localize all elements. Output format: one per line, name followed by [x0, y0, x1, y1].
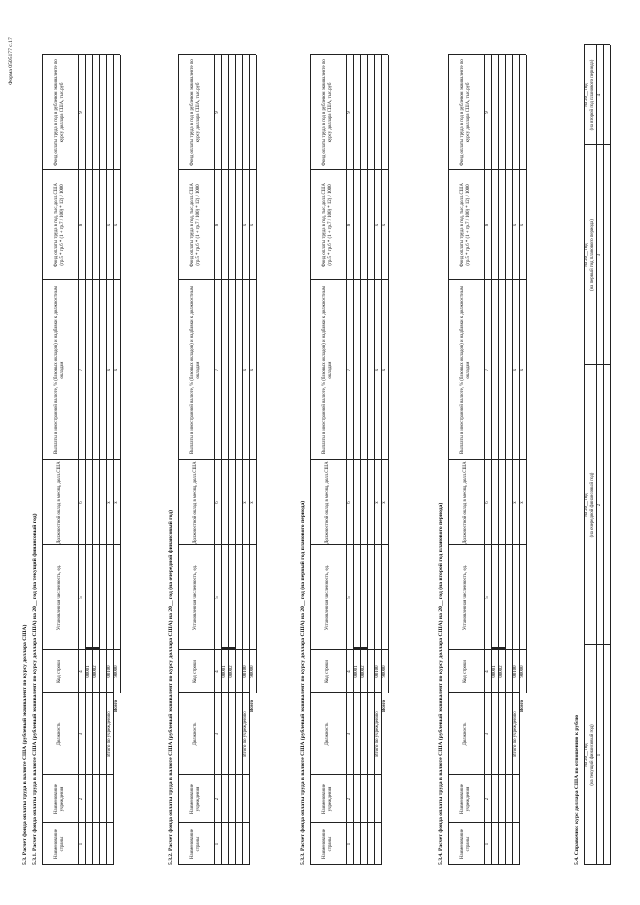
header-cell	[42, 55, 78, 170]
table-rule	[249, 55, 250, 693]
header-text: Наименование учреждения	[460, 784, 471, 814]
table-rule	[178, 692, 249, 693]
header-text: Должностной оклад в месяц, долл.США	[57, 461, 63, 544]
table-rule	[92, 55, 93, 865]
table-rule	[484, 55, 485, 865]
header-text: Наименование учреждения	[54, 784, 65, 814]
column-number: 4	[484, 670, 490, 673]
x-mark: x	[374, 223, 380, 227]
section-title: 5.3.4. Расчет фонда оплаты труда в валюте США (рублевый эквивалент по курсу доллара США) на 20__ год (на второй год планового периода)	[438, 502, 444, 865]
row-code: 00001	[353, 665, 359, 678]
table-rule	[310, 169, 388, 170]
column-number: 1	[78, 842, 84, 846]
column-number: 2	[484, 797, 490, 801]
table-rule	[388, 55, 389, 693]
column-number: 9	[484, 111, 490, 114]
column-number: 6	[484, 501, 490, 504]
header-cell	[310, 650, 346, 693]
total-code: 90000	[381, 665, 387, 678]
table-rule	[178, 54, 256, 55]
table-rule	[178, 55, 179, 865]
header-text: Наименование страны	[460, 829, 471, 859]
section-title: 5.3.2. Расчет фонда оплаты труда в валюте США (рублевый эквивалент по курсу доллара США) на 20__ год (на очередной финансовый год)	[168, 510, 174, 865]
column-number: 3	[214, 732, 220, 736]
table-rule	[310, 822, 381, 823]
table-rule	[256, 55, 257, 693]
table-rule	[310, 649, 388, 650]
subtotal-label: Итого по учреждению	[106, 711, 112, 757]
header-text: Установленная численность, ед.	[325, 564, 331, 631]
x-mark: x	[249, 223, 255, 227]
table-rule	[448, 54, 526, 55]
table-rule	[228, 55, 229, 865]
x-mark: x	[374, 368, 380, 372]
rate-title: 5.4. Справочно: курс доллара США по отношению к рублю	[574, 714, 580, 865]
table-rule	[603, 45, 604, 865]
column-number: 7	[78, 368, 84, 372]
header-cell	[42, 280, 78, 460]
x-mark: x	[512, 368, 518, 372]
header-cell	[310, 170, 346, 280]
column-number: 6	[346, 501, 352, 504]
table-rule	[85, 55, 86, 865]
header-text: Наименование страны	[54, 829, 65, 859]
table-rule	[448, 864, 519, 865]
table-rule	[42, 692, 113, 693]
table-rule	[448, 279, 526, 280]
rate-header	[584, 645, 596, 865]
x-mark: x	[374, 501, 380, 504]
header-cell	[310, 775, 346, 823]
rate-col-number: 2	[596, 503, 602, 507]
header-text: Должность	[57, 722, 63, 746]
header-cell	[42, 775, 78, 823]
column-number: 4	[346, 670, 352, 673]
header-cell	[178, 823, 214, 865]
table-rule	[519, 55, 520, 693]
table-rule	[42, 544, 120, 545]
header-text: Наименование страны	[190, 829, 201, 859]
header-text: Должность	[193, 722, 199, 746]
table-rule	[242, 55, 243, 865]
header-cell	[448, 280, 484, 460]
header-text: Выплаты в иностранной валюте, % (базовых окладов) и надбавки к должностным окладам	[322, 286, 333, 454]
column-number: 6	[78, 501, 84, 504]
header-cell	[310, 280, 346, 460]
column-number: 1	[484, 842, 490, 846]
total-code: 90000	[519, 665, 525, 678]
table-rule	[42, 279, 120, 280]
table-rule	[221, 55, 222, 865]
x-mark: x	[249, 368, 255, 372]
x-mark: x	[519, 368, 525, 372]
table-rule	[310, 864, 381, 865]
table-rule	[448, 692, 519, 693]
table-rule	[42, 774, 113, 775]
table-rule	[178, 169, 256, 170]
table-rule	[491, 55, 492, 865]
rate-header	[584, 145, 596, 365]
x-mark: x	[512, 501, 518, 504]
header-cell	[448, 823, 484, 865]
shaded-cell	[221, 647, 235, 649]
x-mark: x	[106, 501, 112, 504]
table-rule	[346, 55, 347, 865]
form-code: Форма 0505177 с.17	[8, 37, 14, 85]
header-cell	[42, 693, 78, 775]
row-code: 00001	[221, 665, 227, 678]
header-cell	[310, 545, 346, 650]
column-number: 2	[346, 797, 352, 801]
rate-header	[584, 45, 596, 145]
header-cell	[448, 170, 484, 280]
header-cell	[178, 775, 214, 823]
header-cell	[448, 55, 484, 170]
table-rule	[367, 55, 368, 865]
table-rule	[310, 279, 388, 280]
header-cell	[310, 55, 346, 170]
header-text: Установленная численность, ед.	[463, 564, 469, 631]
x-mark: x	[242, 223, 248, 227]
header-cell	[42, 460, 78, 545]
table-rule	[584, 864, 610, 865]
header-text: Должностной оклад в месяц, долл.США	[193, 461, 199, 544]
header-text: (гр.5 * гр.6 * (1 + гр.7 / 100) * 12) / 1000	[466, 184, 471, 266]
table-rule	[113, 55, 114, 693]
column-number: 8	[346, 223, 352, 227]
row-code: 00002	[228, 665, 234, 678]
column-number: 8	[484, 223, 490, 227]
table-rule	[448, 169, 526, 170]
header-cell	[448, 545, 484, 650]
header-text: Код строки	[193, 660, 199, 683]
header-text: Фонд оплаты труда в год в рублевом эквиваленте по курсу доллара США, тыс.руб	[54, 59, 65, 166]
table-rule	[584, 364, 610, 365]
table-rule	[310, 692, 381, 693]
table-rule	[448, 459, 526, 460]
total-label: Всего	[519, 700, 525, 712]
table-rule	[526, 55, 527, 693]
table-rule	[448, 774, 519, 775]
table-rule	[381, 55, 382, 693]
table-rule	[235, 55, 236, 865]
header-text: Должностной оклад в месяц, долл.США	[463, 461, 469, 544]
table-rule	[353, 55, 354, 865]
header-text: Наименование страны	[322, 829, 333, 859]
x-mark: x	[113, 223, 119, 227]
x-mark: x	[113, 368, 119, 372]
header-cell	[310, 823, 346, 865]
table-rule	[120, 55, 121, 693]
header-text: Код строки	[463, 660, 469, 683]
x-mark: x	[512, 223, 518, 227]
table-rule	[178, 544, 256, 545]
table-rule	[310, 544, 388, 545]
table-rule	[42, 459, 120, 460]
rate-year: на 20__ год	[584, 493, 590, 517]
header-cell	[42, 545, 78, 650]
subtotal-label: Итого по учреждению	[374, 711, 380, 757]
header-text: Установленная численность, ед.	[193, 564, 199, 631]
subtotal-code: 00100	[242, 665, 248, 678]
table-rule	[178, 822, 249, 823]
x-mark: x	[519, 223, 525, 227]
rate-col-number: 4	[596, 93, 602, 97]
header-cell	[448, 650, 484, 693]
table-rule	[512, 55, 513, 865]
column-number: 8	[78, 223, 84, 227]
header-text: Наименование учреждения	[190, 784, 201, 814]
x-mark: x	[381, 223, 387, 227]
column-number: 7	[346, 368, 352, 372]
table-rule	[360, 55, 361, 865]
header-text: Фонд оплаты труда в год, тыс.долл.США	[190, 183, 196, 267]
column-number: 4	[214, 670, 220, 673]
header-text: (гр.5 * гр.6 * (1 + гр.7 / 100) * 12) / 1000	[196, 184, 201, 266]
header-cell	[42, 823, 78, 865]
table-rule	[374, 55, 375, 865]
column-number: 9	[214, 111, 220, 114]
header-text: Должность	[463, 722, 469, 746]
table-rule	[584, 45, 585, 865]
x-mark: x	[106, 368, 112, 372]
header-text: Выплаты в иностранной валюте, % (базовых окладов) и надбавки к должностным окладам	[460, 286, 471, 454]
row-code: 00002	[92, 665, 98, 678]
table-rule	[448, 822, 519, 823]
header-text: (гр.5 * гр.6 * (1 + гр.7 / 100) * 12) / 1000	[60, 184, 65, 266]
column-number: 3	[346, 732, 352, 736]
table-rule	[99, 55, 100, 865]
table-rule	[249, 693, 250, 865]
x-mark: x	[242, 368, 248, 372]
rate-year: на 20__ год	[584, 243, 590, 267]
header-cell	[178, 545, 214, 650]
header-text: Фонд оплаты труда в год в рублевом эквиваленте по курсу доллара США, тыс.руб	[322, 59, 333, 166]
table-rule	[448, 55, 449, 865]
column-number: 9	[346, 111, 352, 114]
total-code: 90000	[113, 665, 119, 678]
header-text: Выплаты в иностранной валюте, % (базовых окладов) и надбавки к должностным окладам	[54, 286, 65, 454]
x-mark: x	[106, 223, 112, 227]
column-number: 9	[78, 111, 84, 114]
table-rule	[178, 864, 249, 865]
header-text: Наименование учреждения	[322, 784, 333, 814]
table-rule	[113, 693, 114, 865]
shaded-cell	[85, 647, 99, 649]
header-text: Фонд оплаты труда в год, тыс.долл.США	[460, 183, 466, 267]
header-cell	[42, 170, 78, 280]
table-rule	[381, 693, 382, 865]
column-number: 1	[346, 842, 352, 846]
subtotal-code: 00100	[512, 665, 518, 678]
header-text: Фонд оплаты труда в год, тыс.долл.США	[322, 183, 328, 267]
header-text: Фонд оплаты труда в год, тыс.долл.США	[54, 183, 60, 267]
table-rule	[448, 649, 526, 650]
table-rule	[584, 644, 610, 645]
table-rule	[310, 459, 388, 460]
table-rule	[310, 55, 311, 865]
rate-col-number: 3	[596, 253, 602, 257]
table-rule	[519, 693, 520, 865]
table-rule	[42, 169, 120, 170]
column-number: 6	[214, 501, 220, 504]
x-mark: x	[242, 501, 248, 504]
column-number: 5	[214, 596, 220, 599]
shaded-cell	[491, 647, 505, 649]
column-number: 1	[214, 842, 220, 846]
header-cell	[448, 460, 484, 545]
table-rule	[178, 279, 256, 280]
column-number: 5	[346, 596, 352, 599]
table-rule	[505, 55, 506, 865]
header-text: Должностной оклад в месяц, долл.США	[325, 461, 331, 544]
rate-note: (на текущий финансовый год)	[590, 724, 595, 786]
table-rule	[178, 649, 256, 650]
header-text: Код строки	[57, 660, 63, 683]
row-code: 00002	[498, 665, 504, 678]
row-code: 00001	[491, 665, 497, 678]
column-number: 7	[484, 368, 490, 372]
table-rule	[178, 774, 249, 775]
table-rule	[584, 144, 610, 145]
column-number: 3	[78, 732, 84, 736]
table-rule	[78, 55, 79, 865]
header-cell	[178, 170, 214, 280]
x-mark: x	[249, 501, 255, 504]
table-rule	[42, 864, 113, 865]
table-rule	[448, 544, 526, 545]
header-text: Установленная численность, ед.	[57, 564, 63, 631]
header-text: Фонд оплаты труда в год в рублевом эквиваленте по курсу доллара США, тыс.руб	[460, 59, 471, 166]
header-text: Должность	[325, 722, 331, 746]
header-cell	[310, 460, 346, 545]
x-mark: x	[113, 501, 119, 504]
header-cell	[448, 693, 484, 775]
x-mark: x	[519, 501, 525, 504]
table-rule	[610, 45, 611, 865]
table-rule	[42, 822, 113, 823]
total-label: Всего	[381, 700, 387, 712]
total-code: 90000	[249, 665, 255, 678]
table-rule	[498, 55, 499, 865]
header-cell	[178, 280, 214, 460]
x-mark: x	[381, 368, 387, 372]
rate-year: на 20__ год	[584, 83, 590, 107]
section-title: 5.3.3. Расчет фонда оплаты труда в валюте США (рублевый эквивалент по курсу доллара США) на 20__ год (на первый год планового периода)	[300, 500, 306, 865]
table-rule	[584, 44, 610, 45]
header-text: Выплаты в иностранной валюте, % (базовых окладов) и надбавки к должностным окладам	[190, 286, 201, 454]
row-code: 00001	[85, 665, 91, 678]
table-rule	[42, 54, 120, 55]
header-cell	[178, 693, 214, 775]
column-number: 7	[214, 368, 220, 372]
subtotal-code: 00100	[374, 665, 380, 678]
rate-header	[584, 365, 596, 645]
column-number: 8	[214, 223, 220, 227]
x-mark: x	[381, 501, 387, 504]
table-rule	[178, 459, 256, 460]
total-label: Всего	[113, 700, 119, 712]
header-cell	[42, 650, 78, 693]
total-label: Всего	[249, 700, 255, 712]
column-number: 2	[214, 797, 220, 801]
rate-note: (на второй год планового периода)	[590, 59, 595, 131]
table-rule	[106, 55, 107, 865]
column-number: 5	[484, 596, 490, 599]
heading-main: 5.3. Расчет фонда оплаты труда в валюте США (рублевый эквивалент по курсу доллара США)	[22, 624, 28, 865]
header-text: (гр.5 * гр.6 * (1 + гр.7 / 100) * 12) / 1000	[328, 184, 333, 266]
header-text: Код строки	[325, 660, 331, 683]
section-title: 5.3.1. Расчет фонда оплаты труда в валюте США (рублевый эквивалент по курсу доллара США) на 20__ год (на текущий финансовый год)	[32, 513, 38, 865]
subtotal-code: 00100	[106, 665, 112, 678]
header-cell	[178, 650, 214, 693]
subtotal-label: Итого по учреждению	[512, 711, 518, 757]
header-text: Фонд оплаты труда в год в рублевом эквиваленте по курсу доллара США, тыс.руб	[190, 59, 201, 166]
rate-note: (на первый год планового периода)	[590, 219, 595, 291]
rate-note: (на очередной финансовый год)	[590, 472, 595, 538]
header-cell	[310, 693, 346, 775]
header-cell	[448, 775, 484, 823]
column-number: 2	[78, 797, 84, 801]
rate-year: на 20__ год	[584, 743, 590, 767]
subtotal-label: Итого по учреждению	[242, 711, 248, 757]
row-code: 00002	[360, 665, 366, 678]
table-rule	[214, 55, 215, 865]
column-number: 5	[78, 596, 84, 599]
column-number: 4	[78, 670, 84, 673]
rate-col-number: 1	[596, 753, 602, 757]
table-rule	[42, 649, 120, 650]
header-cell	[178, 55, 214, 170]
header-cell	[178, 460, 214, 545]
column-number: 3	[484, 732, 490, 736]
table-rule	[596, 45, 597, 865]
table-rule	[310, 54, 388, 55]
shaded-cell	[353, 647, 367, 649]
table-rule	[42, 55, 43, 865]
table-rule	[310, 774, 381, 775]
